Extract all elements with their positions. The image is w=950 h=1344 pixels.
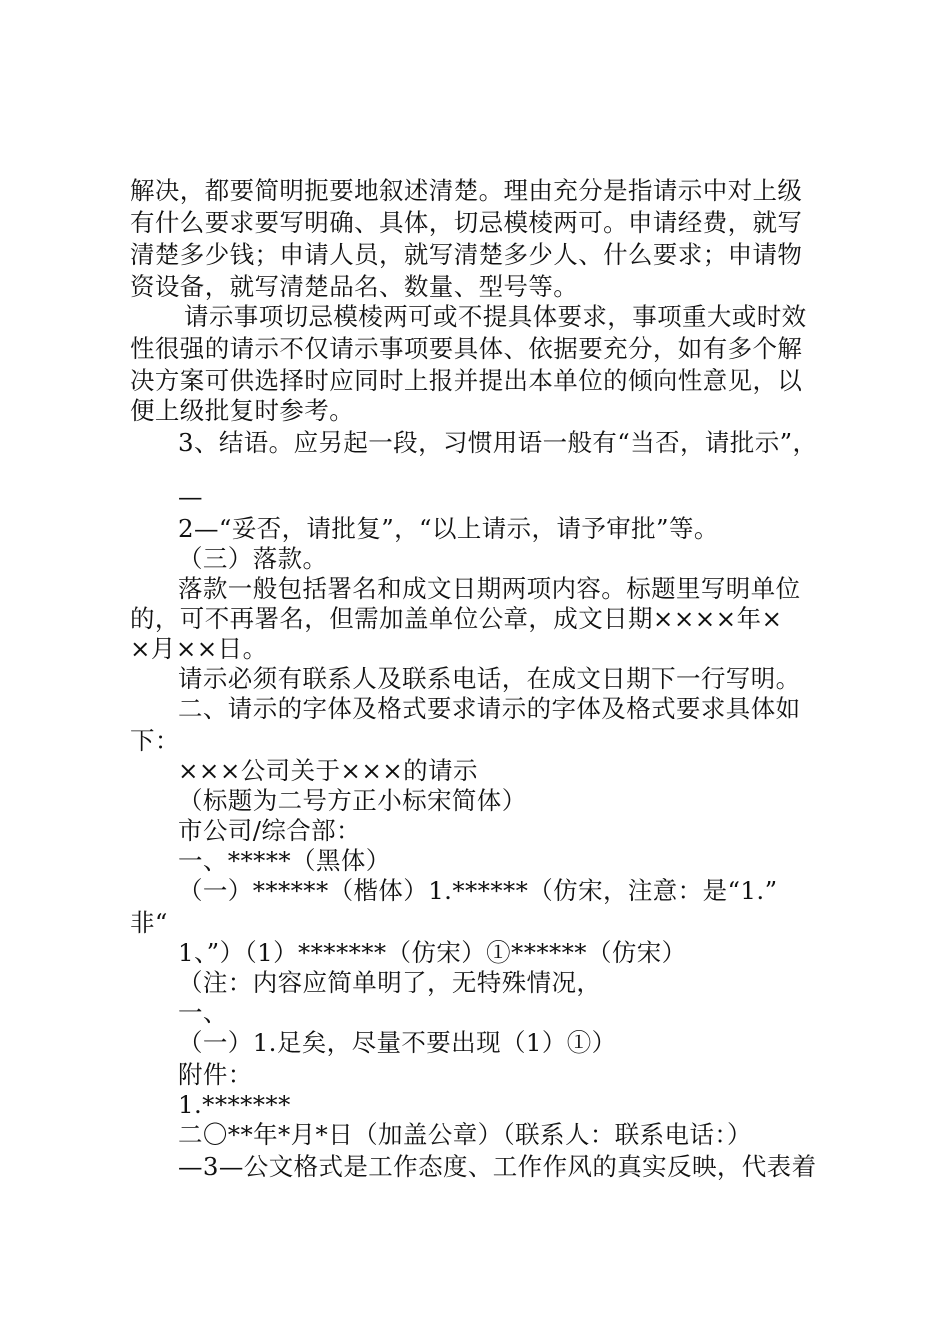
body-text-line: 2—“妥否，请批复”，“以上请示，请予审批”等。 <box>178 514 719 543</box>
body-text-line: 下： <box>130 726 180 755</box>
body-text-line: 附件： <box>178 1060 253 1089</box>
body-text-line: —3—公文格式是工作态度、工作作风的真实反映，代表着 <box>178 1152 817 1181</box>
page-number-dash: — <box>178 482 203 511</box>
section-heading: （三）落款。 <box>178 544 328 573</box>
body-text-line: ×月××日。 <box>130 634 268 663</box>
body-text-line: 落款一般包括署名和成文日期两项内容。标题里写明单位 <box>178 574 801 603</box>
body-text-line: 决方案可供选择时应同时上报并提出本单位的倾向性意见，以 <box>130 366 803 395</box>
body-text-line: 1.******* <box>178 1090 291 1119</box>
body-text-line: 二〇**年*月*日（加盖公章）（联系人：联系电话：） <box>178 1120 752 1149</box>
body-text-line: （标题为二号方正小标宋简体） <box>178 786 527 815</box>
body-text-line: 便上级批复时参考。 <box>130 396 355 425</box>
section-heading: 二、请示的字体及格式要求请示的字体及格式要求具体如 <box>178 694 801 723</box>
body-text-line: 1、”）（1）*******（仿宋）①******（仿宋） <box>178 938 687 967</box>
body-text-line: （一）******（楷体）1.******（仿宋，注意：是“1.” <box>178 876 778 905</box>
body-text-line: ×××公司关于×××的请示 <box>178 756 478 785</box>
body-text-line: 有什么要求要写明确、具体，切忌模棱两可。申请经费，就写 <box>130 208 803 237</box>
body-text-line: 资设备，就写清楚品名、数量、型号等。 <box>130 272 579 301</box>
body-text-line: （一）1.足矣，尽量不要出现（1）①） <box>178 1028 617 1057</box>
body-text-line: 一、 <box>178 998 228 1027</box>
body-text-line: 一、*****（黑体） <box>178 846 391 875</box>
body-text-line: 市公司/综合部： <box>178 816 361 845</box>
body-text-line: 3、结语。应另起一段，习惯用语一般有“当否，请批示”， <box>178 428 818 457</box>
body-text-line: 性很强的请示不仅请示事项要具体、依据要充分，如有多个解 <box>130 334 803 363</box>
body-text-line: 非“ <box>130 908 168 937</box>
body-text-line: 的，可不再署名，但需加盖单位公章，成文日期××××年× <box>130 604 783 633</box>
body-text-line: 请示必须有联系人及联系电话，在成文日期下一行写明。 <box>178 664 801 693</box>
body-text-line: （注：内容应简单明了，无特殊情况， <box>178 968 602 997</box>
body-text-line: 清楚多少钱；申请人员，就写清楚多少人、什么要求；申请物 <box>130 240 803 269</box>
body-text-line: 解决，都要简明扼要地叙述清楚。理由充分是指请示中对上级 <box>130 176 803 205</box>
body-text-line: 请示事项切忌模棱两可或不提具体要求，事项重大或时效 <box>184 302 807 331</box>
